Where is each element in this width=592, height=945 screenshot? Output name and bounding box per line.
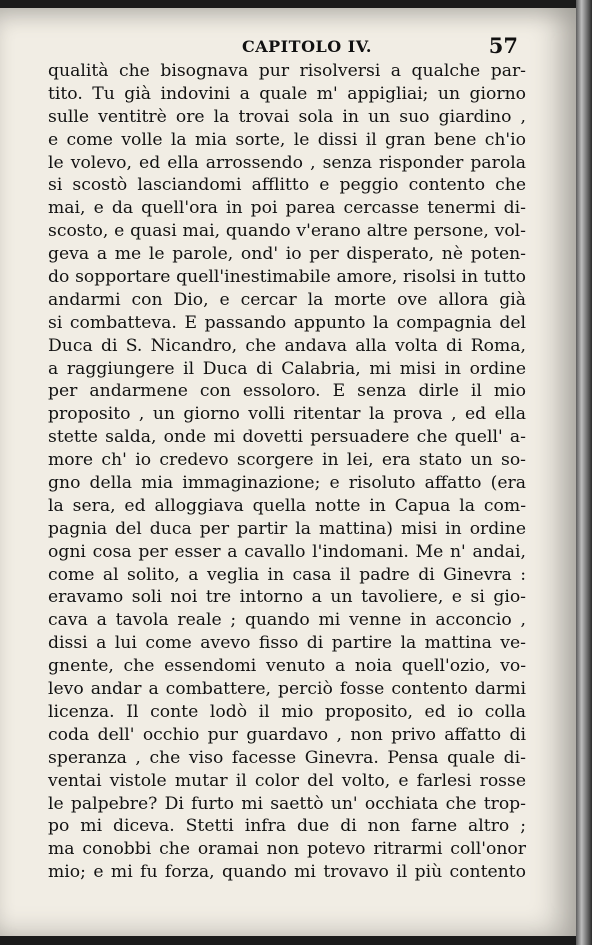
text-line: do sopportare quell'inestimabile amore, risolsi in tutto (48, 267, 526, 288)
text-line: andarmi con Dio, e cercar la morte ove allora già (48, 289, 526, 310)
text-line: mio; e mi fu forza, quando mi trovavo il più contento (48, 862, 526, 883)
body-text (48, 60, 526, 884)
text-line: ogni cosa per esser a cavallo l'indomani. Me n' andai, (48, 541, 526, 562)
text-line: coda dell' occhio pur guardavo , non privo affatto di (48, 724, 526, 745)
text-line: per andarmene con essoloro. E senza dirle il mio (48, 381, 526, 402)
text-line: qualità che bisognava pur risolversi a qualche par- (48, 61, 526, 81)
text-line: geva a me le parole, ond' io per disperato, nè poten- (48, 244, 526, 265)
text-line: gnente, che essendomi venuto a noia quell'ozio, vo- (48, 656, 526, 677)
page-edge (576, 0, 592, 945)
text-line: stette salda, onde mi dovetti persuadere che quell' a- (48, 427, 526, 448)
chapter-heading: CAPITOLO IV. (242, 37, 372, 56)
text-line: si scostò lasciandomi afflitto e peggio contento che (48, 175, 526, 196)
text-line: tito. Tu già indovini a quale m' appigliai; un giorno (48, 83, 526, 104)
text-line: le volevo, ed ella arrossendo , senza risponder parola (48, 152, 526, 173)
text-line: gno della mia immaginazione; e risoluto affatto (era (48, 473, 526, 494)
text-line: proposito , un giorno volli ritentar la prova , ed ella (48, 404, 526, 425)
text-line: scosto, e quasi mai, quando v'erano altre persone, vol- (48, 221, 526, 242)
text-line: pagnia del duca per partir la mattina) misi in ordine (48, 518, 526, 539)
running-header (28, 33, 518, 59)
text-line: la sera, ed alloggiava quella notte in Capua la com- (48, 495, 526, 516)
text-line: ventai vistole mutar il color del volto, e farlesi rosse (48, 770, 526, 791)
text-line: si combatteva. E passando appunto la compagnia del (48, 312, 526, 333)
text-line: cava a tavola reale ; quando mi venne in acconcio , (48, 610, 526, 631)
text-line: e come volle la mia sorte, le dissi il gran bene ch'io (48, 129, 526, 150)
text-line: more ch' io credevo scorgere in lei, era stato un so- (48, 450, 526, 471)
page-number: 57 (488, 33, 518, 58)
text-line: po mi diceva. Stetti infra due di non farne altro ; (48, 816, 526, 837)
text-line: ma conobbi che oramai non potevo ritrarmi coll'onor (48, 839, 526, 860)
text-line: mai, e da quell'ora in poi parea cercasse tenermi di- (48, 198, 526, 219)
text-line: eravamo soli noi tre intorno a un tavoliere, e si gio- (48, 587, 526, 608)
text-line: le palpebre? Di furto mi saettò un' occhiata che trop- (48, 793, 526, 814)
text-line: a raggiungere il Duca di Calabria, mi misi in ordine (48, 358, 526, 379)
text-line: Duca di S. Nicandro, che andava alla volta di Roma, (48, 335, 526, 356)
text-line: come al solito, a veglia in casa il padre di Ginevra : (48, 564, 526, 585)
text-line: licenza. Il conte lodò il mio proposito, ed io colla (48, 701, 526, 722)
text-line: levo andar a combattere, perciò fosse contento darmi (48, 679, 526, 700)
text-line: sulle ventitrè ore la trovai sola in un suo giardino , (48, 106, 526, 127)
text-line: speranza , che viso facesse Ginevra. Pensa quale di- (48, 747, 526, 768)
text-line: dissi a lui come avevo fisso di partire la mattina ve- (48, 633, 526, 654)
